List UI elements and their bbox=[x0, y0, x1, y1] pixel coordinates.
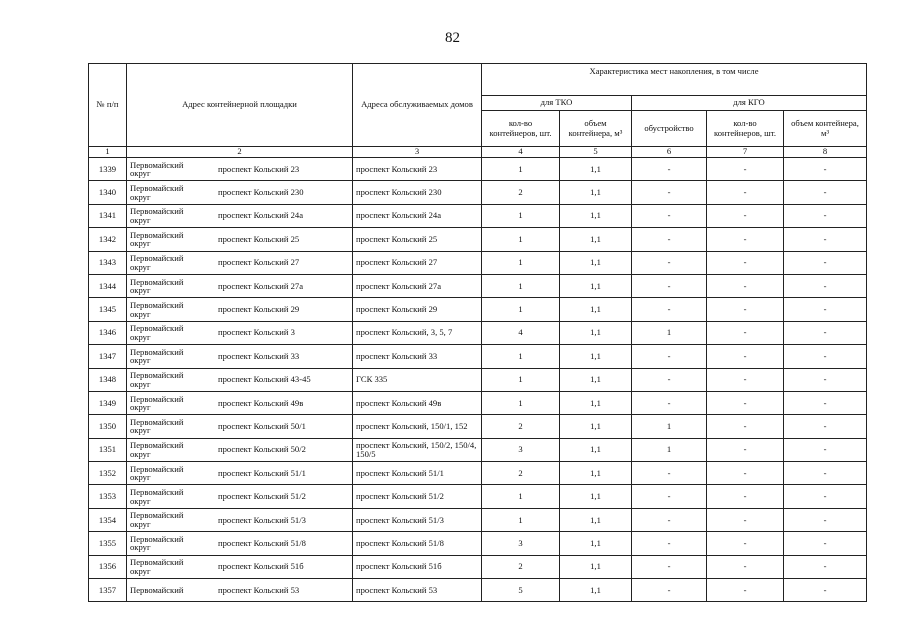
tko-volume: 1,1 bbox=[560, 321, 632, 344]
kgo-count: - bbox=[707, 391, 784, 414]
tko-count: 5 bbox=[482, 579, 560, 602]
kgo-facility: - bbox=[632, 204, 707, 227]
district-name: Первомайский округ bbox=[130, 440, 184, 459]
site-address: проспект Кольский 50/2 bbox=[218, 444, 306, 455]
site-address-cell bbox=[127, 274, 353, 297]
kgo-volume: - bbox=[784, 415, 867, 438]
table-row bbox=[89, 438, 867, 461]
tko-count: 1 bbox=[482, 274, 560, 297]
kgo-volume: - bbox=[784, 298, 867, 321]
site-address-cell bbox=[127, 158, 353, 181]
district-name: Первомайский округ bbox=[130, 299, 184, 319]
site-address-cell bbox=[127, 508, 353, 531]
served-addresses: проспект Кольский, 3, 5, 7 bbox=[353, 321, 482, 344]
served-addresses: проспект Кольский 27а bbox=[353, 274, 482, 297]
district-name: Первомайский округ bbox=[130, 276, 184, 296]
kgo-count: - bbox=[707, 321, 784, 344]
kgo-count: - bbox=[707, 415, 784, 438]
site-address: проспект Кольский 49в bbox=[218, 397, 304, 408]
kgo-facility: - bbox=[632, 228, 707, 251]
district-name: Первомайский округ bbox=[130, 323, 184, 342]
row-number: 1356 bbox=[89, 555, 127, 578]
row-number: 1347 bbox=[89, 345, 127, 368]
table-row bbox=[89, 415, 867, 438]
district-name: Первомайский bbox=[130, 584, 184, 595]
kgo-volume: - bbox=[784, 321, 867, 344]
row-number: 1352 bbox=[89, 462, 127, 485]
row-number: 1340 bbox=[89, 181, 127, 204]
kgo-volume: - bbox=[784, 158, 867, 181]
kgo-facility: - bbox=[632, 298, 707, 321]
row-number: 1350 bbox=[89, 415, 127, 438]
tko-count: 1 bbox=[482, 228, 560, 251]
container-sites-table bbox=[88, 63, 867, 602]
kgo-facility: - bbox=[632, 579, 707, 602]
kgo-volume: - bbox=[784, 391, 867, 414]
kgo-volume: - bbox=[784, 532, 867, 555]
kgo-facility: - bbox=[632, 158, 707, 181]
site-address-cell bbox=[127, 415, 353, 438]
tko-volume: 1,1 bbox=[560, 345, 632, 368]
header-tko: для ТКО bbox=[482, 96, 632, 111]
table-row bbox=[89, 298, 867, 321]
tko-count: 1 bbox=[482, 251, 560, 274]
site-address: проспект Кольский 230 bbox=[218, 187, 304, 198]
site-address-cell bbox=[127, 532, 353, 555]
kgo-volume: - bbox=[784, 345, 867, 368]
kgo-facility: - bbox=[632, 391, 707, 414]
kgo-facility: - bbox=[632, 485, 707, 508]
kgo-count: - bbox=[707, 274, 784, 297]
kgo-facility: - bbox=[632, 462, 707, 485]
table-row bbox=[89, 579, 867, 602]
header-kgo-count: кол-во контейнеров, шт. bbox=[707, 111, 784, 147]
page-number: 82 bbox=[445, 30, 460, 46]
district-name: Первомайский округ bbox=[130, 416, 184, 436]
tko-volume: 1,1 bbox=[560, 298, 632, 321]
kgo-volume: - bbox=[784, 485, 867, 508]
served-addresses: проспект Кольский 51/2 bbox=[353, 485, 482, 508]
tko-count: 1 bbox=[482, 204, 560, 227]
site-address-cell bbox=[127, 368, 353, 391]
column-number: 4 bbox=[482, 147, 560, 158]
kgo-count: - bbox=[707, 462, 784, 485]
table-row bbox=[89, 321, 867, 344]
tko-volume: 1,1 bbox=[560, 555, 632, 578]
kgo-volume: - bbox=[784, 368, 867, 391]
kgo-count: - bbox=[707, 251, 784, 274]
kgo-volume: - bbox=[784, 579, 867, 602]
header-served-addresses: Адреса обслуживаемых домов bbox=[353, 64, 482, 147]
kgo-volume: - bbox=[784, 462, 867, 485]
served-addresses: проспект Кольский 29 bbox=[353, 298, 482, 321]
district-name: Первомайский округ bbox=[130, 253, 184, 272]
tko-volume: 1,1 bbox=[560, 485, 632, 508]
kgo-count: - bbox=[707, 485, 784, 508]
site-address-cell bbox=[127, 438, 353, 461]
tko-volume: 1,1 bbox=[560, 438, 632, 461]
table-row bbox=[89, 391, 867, 414]
kgo-facility: - bbox=[632, 181, 707, 204]
kgo-facility: - bbox=[632, 274, 707, 297]
site-address: проспект Кольский 51/1 bbox=[218, 467, 306, 478]
tko-volume: 1,1 bbox=[560, 391, 632, 414]
column-number: 5 bbox=[560, 147, 632, 158]
district-name: Первомайский округ bbox=[130, 510, 184, 530]
column-number: 6 bbox=[632, 147, 707, 158]
header-characteristics: Характеристика мест накопления, в том числе bbox=[482, 64, 867, 96]
tko-count: 1 bbox=[482, 298, 560, 321]
site-address: проспект Кольский 25 bbox=[218, 233, 300, 244]
tko-volume: 1,1 bbox=[560, 204, 632, 227]
table-row bbox=[89, 204, 867, 227]
kgo-facility: - bbox=[632, 532, 707, 555]
row-number: 1353 bbox=[89, 485, 127, 508]
district-name: Первомайский округ bbox=[130, 206, 184, 225]
tko-count: 2 bbox=[482, 555, 560, 578]
site-address-cell bbox=[127, 579, 353, 602]
site-address-cell bbox=[127, 251, 353, 274]
district-name: Первомайский округ bbox=[130, 533, 184, 553]
tko-count: 1 bbox=[482, 345, 560, 368]
tko-count: 2 bbox=[482, 415, 560, 438]
row-number: 1348 bbox=[89, 368, 127, 391]
served-addresses: ГСК 335 bbox=[353, 368, 482, 391]
table-row bbox=[89, 228, 867, 251]
tko-count: 3 bbox=[482, 438, 560, 461]
kgo-volume: - bbox=[784, 251, 867, 274]
kgo-facility: - bbox=[632, 368, 707, 391]
district-name: Первомайский округ bbox=[130, 229, 184, 249]
row-number: 1346 bbox=[89, 321, 127, 344]
column-number: 8 bbox=[784, 147, 867, 158]
tko-volume: 1,1 bbox=[560, 415, 632, 438]
kgo-count: - bbox=[707, 579, 784, 602]
site-address: проспект Кольский 23 bbox=[218, 163, 300, 174]
tko-count: 1 bbox=[482, 368, 560, 391]
site-address: проспект Кольский 27а bbox=[218, 280, 304, 291]
table-row bbox=[89, 158, 867, 181]
table-row bbox=[89, 181, 867, 204]
kgo-count: - bbox=[707, 368, 784, 391]
row-number: 1354 bbox=[89, 508, 127, 531]
site-address-cell bbox=[127, 228, 353, 251]
tko-count: 3 bbox=[482, 532, 560, 555]
tko-volume: 1,1 bbox=[560, 532, 632, 555]
served-addresses: проспект Кольский 24а bbox=[353, 204, 482, 227]
district-name: Первомайский округ bbox=[130, 346, 184, 366]
site-address: проспект Кольский 24а bbox=[218, 210, 304, 221]
tko-volume: 1,1 bbox=[560, 579, 632, 602]
table-row bbox=[89, 508, 867, 531]
site-address-cell bbox=[127, 298, 353, 321]
tko-count: 2 bbox=[482, 181, 560, 204]
kgo-count: - bbox=[707, 508, 784, 531]
kgo-facility: - bbox=[632, 508, 707, 531]
table-row bbox=[89, 251, 867, 274]
row-number: 1355 bbox=[89, 532, 127, 555]
column-number-row bbox=[89, 147, 867, 158]
kgo-facility: - bbox=[632, 555, 707, 578]
tko-count: 1 bbox=[482, 485, 560, 508]
table-row bbox=[89, 555, 867, 578]
header-num: № п/п bbox=[89, 64, 127, 147]
district-name: Первомайский округ bbox=[130, 159, 184, 179]
site-address: проспект Кольский 43-45 bbox=[218, 374, 311, 385]
row-number: 1343 bbox=[89, 251, 127, 274]
kgo-facility: - bbox=[632, 345, 707, 368]
tko-volume: 1,1 bbox=[560, 181, 632, 204]
site-address: проспект Кольский 51б bbox=[218, 561, 304, 572]
kgo-count: - bbox=[707, 204, 784, 227]
district-name: Первомайский округ bbox=[130, 487, 184, 506]
district-name: Первомайский округ bbox=[130, 393, 184, 413]
kgo-facility: 1 bbox=[632, 415, 707, 438]
header-site-address: Адрес контейнерной площадки bbox=[127, 64, 353, 147]
tko-count: 1 bbox=[482, 508, 560, 531]
header-kgo-facility: обустройство bbox=[632, 111, 707, 147]
site-address-cell bbox=[127, 204, 353, 227]
site-address-cell bbox=[127, 181, 353, 204]
district-name: Первомайский округ bbox=[130, 557, 184, 576]
table-row bbox=[89, 345, 867, 368]
header-tko-count: кол-во контейнеров, шт. bbox=[482, 111, 560, 147]
site-address: проспект Кольский 51/3 bbox=[218, 514, 306, 525]
served-addresses: проспект Кольский 51/3 bbox=[353, 508, 482, 531]
site-address: проспект Кольский 51/8 bbox=[218, 537, 306, 548]
kgo-facility: - bbox=[632, 251, 707, 274]
header-tko-volume: объем контейнера, м³ bbox=[560, 111, 632, 147]
kgo-volume: - bbox=[784, 228, 867, 251]
tko-volume: 1,1 bbox=[560, 508, 632, 531]
tko-count: 2 bbox=[482, 462, 560, 485]
kgo-volume: - bbox=[784, 181, 867, 204]
column-number: 3 bbox=[353, 147, 482, 158]
site-address: проспект Кольский 33 bbox=[218, 350, 300, 361]
served-addresses: проспект Кольский 33 bbox=[353, 345, 482, 368]
site-address-cell bbox=[127, 485, 353, 508]
kgo-count: - bbox=[707, 345, 784, 368]
kgo-volume: - bbox=[784, 204, 867, 227]
row-number: 1339 bbox=[89, 158, 127, 181]
served-addresses: проспект Кольский 230 bbox=[353, 181, 482, 204]
served-addresses: проспект Кольский 23 bbox=[353, 158, 482, 181]
site-address: проспект Кольский 3 bbox=[218, 327, 295, 338]
row-number: 1357 bbox=[89, 579, 127, 602]
column-number: 2 bbox=[127, 147, 353, 158]
kgo-facility: 1 bbox=[632, 438, 707, 461]
tko-volume: 1,1 bbox=[560, 158, 632, 181]
served-addresses: проспект Кольский 27 bbox=[353, 251, 482, 274]
tko-count: 1 bbox=[482, 158, 560, 181]
column-number: 1 bbox=[89, 147, 127, 158]
kgo-facility: 1 bbox=[632, 321, 707, 344]
kgo-volume: - bbox=[784, 555, 867, 578]
site-address: проспект Кольский 51/2 bbox=[218, 491, 306, 502]
row-number: 1349 bbox=[89, 391, 127, 414]
column-number: 7 bbox=[707, 147, 784, 158]
header-kgo-volume: объем контейнера, м³ bbox=[784, 111, 867, 147]
row-number: 1345 bbox=[89, 298, 127, 321]
kgo-count: - bbox=[707, 555, 784, 578]
served-addresses: проспект Кольский, 150/2, 150/4, 150/5 bbox=[353, 438, 482, 461]
served-addresses: проспект Кольский 53 bbox=[353, 579, 482, 602]
tko-count: 4 bbox=[482, 321, 560, 344]
table-row bbox=[89, 462, 867, 485]
served-addresses: проспект Кольский 51/8 bbox=[353, 532, 482, 555]
site-address: проспект Кольский 29 bbox=[218, 304, 300, 315]
table-row bbox=[89, 485, 867, 508]
district-name: Первомайский округ bbox=[130, 463, 184, 483]
district-name: Первомайский округ bbox=[130, 370, 184, 389]
served-addresses: проспект Кольский 51б bbox=[353, 555, 482, 578]
site-address-cell bbox=[127, 462, 353, 485]
row-number: 1351 bbox=[89, 438, 127, 461]
kgo-count: - bbox=[707, 298, 784, 321]
site-address: проспект Кольский 50/1 bbox=[218, 420, 306, 431]
kgo-count: - bbox=[707, 181, 784, 204]
table-row bbox=[89, 532, 867, 555]
table-row bbox=[89, 274, 867, 297]
kgo-count: - bbox=[707, 438, 784, 461]
tko-count: 1 bbox=[482, 391, 560, 414]
tko-volume: 1,1 bbox=[560, 368, 632, 391]
kgo-count: - bbox=[707, 158, 784, 181]
kgo-volume: - bbox=[784, 438, 867, 461]
row-number: 1342 bbox=[89, 228, 127, 251]
kgo-count: - bbox=[707, 532, 784, 555]
site-address-cell bbox=[127, 321, 353, 344]
kgo-count: - bbox=[707, 228, 784, 251]
kgo-volume: - bbox=[784, 274, 867, 297]
site-address: проспект Кольский 53 bbox=[218, 584, 300, 595]
served-addresses: проспект Кольский 51/1 bbox=[353, 462, 482, 485]
site-address: проспект Кольский 27 bbox=[218, 257, 300, 268]
site-address-cell bbox=[127, 555, 353, 578]
district-name: Первомайский округ bbox=[130, 182, 184, 202]
tko-volume: 1,1 bbox=[560, 251, 632, 274]
served-addresses: проспект Кольский 25 bbox=[353, 228, 482, 251]
served-addresses: проспект Кольский 49в bbox=[353, 391, 482, 414]
site-address-cell bbox=[127, 345, 353, 368]
tko-volume: 1,1 bbox=[560, 462, 632, 485]
header-kgo: для КГО bbox=[632, 96, 867, 111]
tko-volume: 1,1 bbox=[560, 274, 632, 297]
kgo-volume: - bbox=[784, 508, 867, 531]
table-row bbox=[89, 368, 867, 391]
row-number: 1344 bbox=[89, 274, 127, 297]
site-address-cell bbox=[127, 391, 353, 414]
served-addresses: проспект Кольский, 150/1, 152 bbox=[353, 415, 482, 438]
tko-volume: 1,1 bbox=[560, 228, 632, 251]
row-number: 1341 bbox=[89, 204, 127, 227]
